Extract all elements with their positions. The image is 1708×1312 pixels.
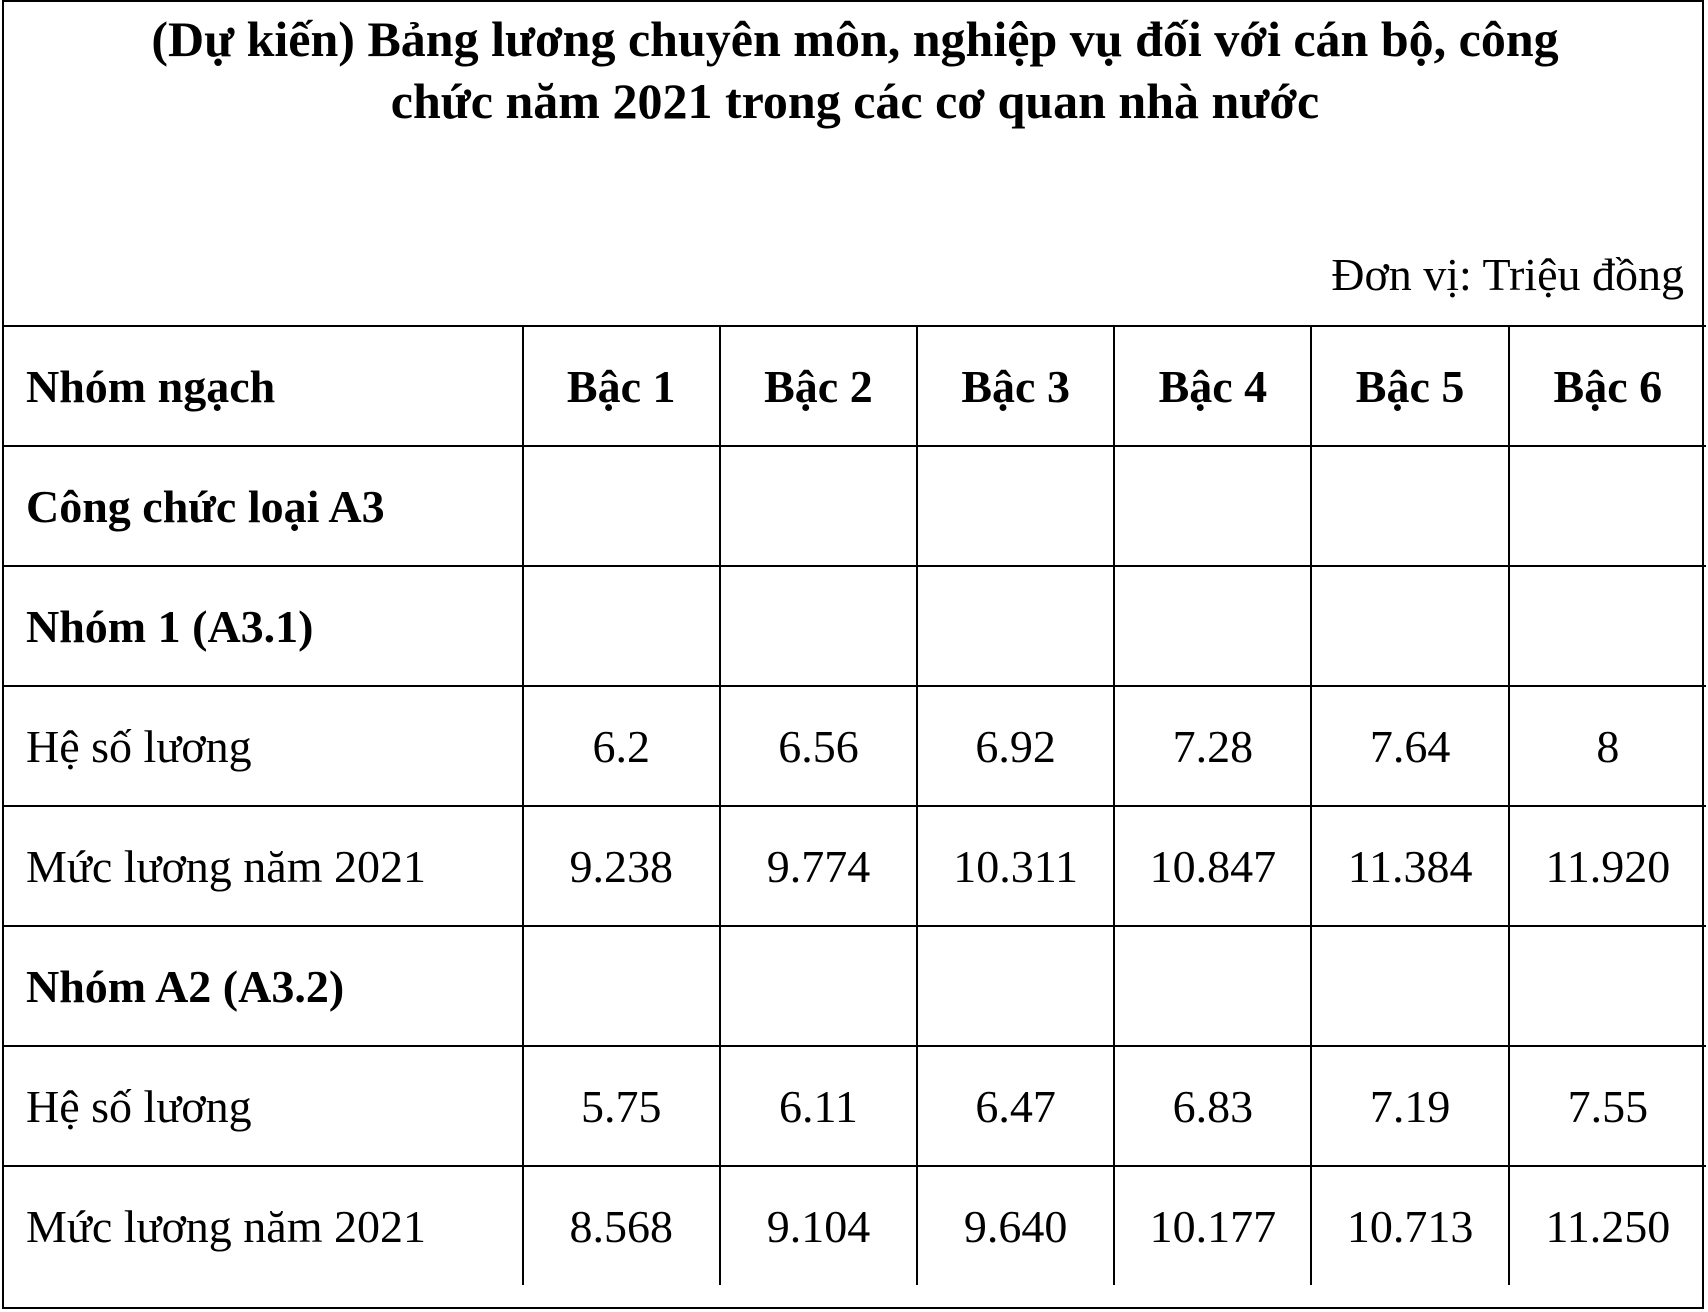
- cell-level-3: [917, 926, 1114, 1046]
- cell-level-5: 11.384: [1311, 806, 1508, 926]
- cell-level-1: 8.568: [523, 1166, 720, 1285]
- table-row: [4, 1046, 1706, 1166]
- cell-level-2: 9.774: [720, 806, 917, 926]
- salary-table: [4, 325, 1706, 1285]
- unit-label: Đơn vị: Triệu đồng: [1331, 249, 1684, 300]
- row-label: Nhóm A2 (A3.2): [4, 926, 523, 1046]
- cell-level-3: 10.311: [917, 806, 1114, 926]
- cell-level-4: [1114, 566, 1311, 686]
- table-header-row: [4, 326, 1706, 446]
- table-row: [4, 806, 1706, 926]
- cell-level-3: 9.640: [917, 1166, 1114, 1285]
- cell-level-2: [720, 446, 917, 566]
- cell-level-1: 9.238: [523, 806, 720, 926]
- cell-level-6: [1509, 926, 1706, 1046]
- cell-level-6: 7.55: [1509, 1046, 1706, 1166]
- cell-level-3: [917, 446, 1114, 566]
- cell-level-1: [523, 446, 720, 566]
- header-group: Nhóm ngạch: [4, 326, 523, 446]
- table-row: [4, 566, 1706, 686]
- cell-level-4: 10.177: [1114, 1166, 1311, 1285]
- table-row: [4, 926, 1706, 1046]
- header-level-2: Bậc 2: [720, 326, 917, 446]
- cell-level-4: 10.847: [1114, 806, 1311, 926]
- cell-level-4: 7.28: [1114, 686, 1311, 806]
- cell-level-2: 6.11: [720, 1046, 917, 1166]
- header-level-6: Bậc 6: [1509, 326, 1706, 446]
- cell-level-2: [720, 926, 917, 1046]
- row-label: Mức lương năm 2021: [4, 806, 523, 926]
- row-label: Hệ số lương: [4, 1046, 523, 1166]
- cell-level-5: 10.713: [1311, 1166, 1508, 1285]
- row-label: Mức lương năm 2021: [4, 1166, 523, 1285]
- cell-level-2: [720, 566, 917, 686]
- cell-level-2: 9.104: [720, 1166, 917, 1285]
- table-body: [4, 446, 1706, 1285]
- cell-level-5: [1311, 926, 1508, 1046]
- cell-level-3: [917, 566, 1114, 686]
- cell-level-4: [1114, 446, 1311, 566]
- cell-level-6: 8: [1509, 686, 1706, 806]
- table-row: [4, 686, 1706, 806]
- cell-level-5: 7.64: [1311, 686, 1508, 806]
- row-label: Nhóm 1 (A3.1): [4, 566, 523, 686]
- title-line-2: chức năm 2021 trong các cơ quan nhà nước: [390, 73, 1320, 129]
- cell-level-6: 11.250: [1509, 1166, 1706, 1285]
- cell-level-6: [1509, 566, 1706, 686]
- cell-level-5: 7.19: [1311, 1046, 1508, 1166]
- table-row: [4, 1166, 1706, 1285]
- row-label: Công chức loại A3: [4, 446, 523, 566]
- header-level-5: Bậc 5: [1311, 326, 1508, 446]
- header-level-4: Bậc 4: [1114, 326, 1311, 446]
- cell-level-4: 6.83: [1114, 1046, 1311, 1166]
- cell-level-1: [523, 566, 720, 686]
- cell-level-3: 6.47: [917, 1046, 1114, 1166]
- table-row: [4, 446, 1706, 566]
- row-label: Hệ số lương: [4, 686, 523, 806]
- page-title: [4, 8, 1706, 132]
- header-level-1: Bậc 1: [523, 326, 720, 446]
- cell-level-2: 6.56: [720, 686, 917, 806]
- cell-level-3: 6.92: [917, 686, 1114, 806]
- cell-level-6: 11.920: [1509, 806, 1706, 926]
- cell-level-1: 5.75: [523, 1046, 720, 1166]
- cell-level-5: [1311, 566, 1508, 686]
- cell-level-6: [1509, 446, 1706, 566]
- cell-level-1: [523, 926, 720, 1046]
- header-level-3: Bậc 3: [917, 326, 1114, 446]
- document-frame: [2, 0, 1704, 1309]
- title-line-1: (Dự kiến) Bảng lương chuyên môn, nghiệp vụ đối với cán bộ, công: [151, 11, 1559, 67]
- cell-level-5: [1311, 446, 1508, 566]
- cell-level-4: [1114, 926, 1311, 1046]
- cell-level-1: 6.2: [523, 686, 720, 806]
